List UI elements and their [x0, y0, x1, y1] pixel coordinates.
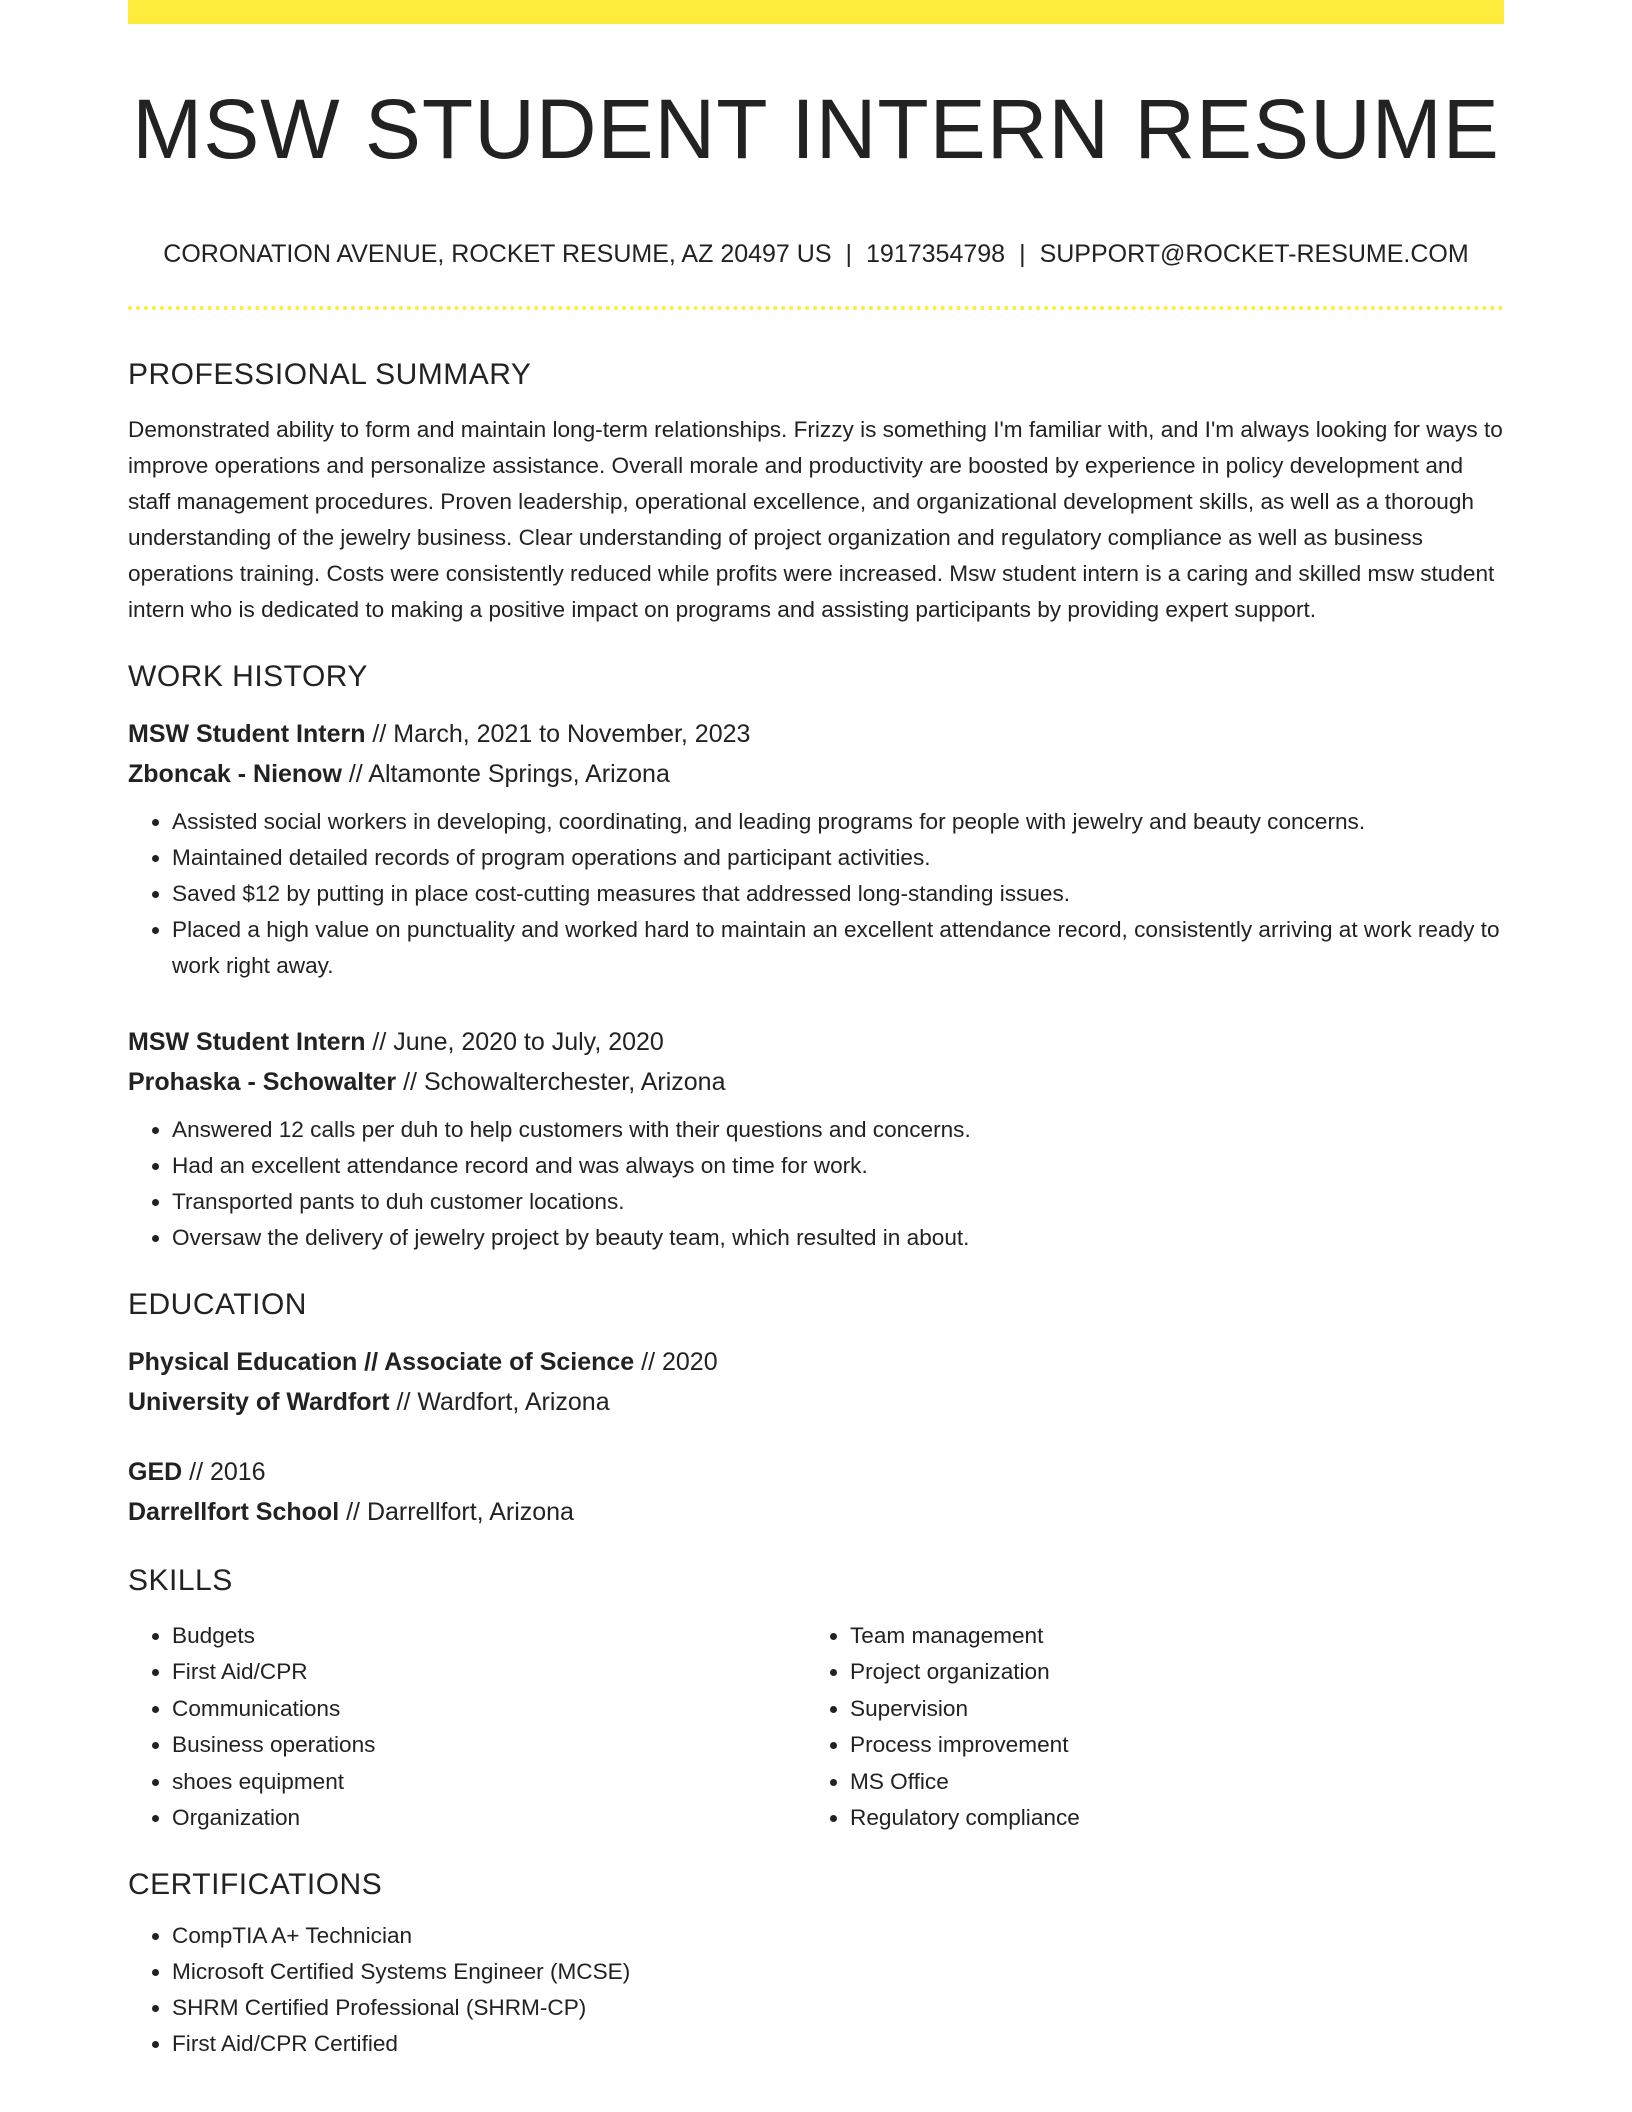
skill-item: • Supervision	[850, 1691, 1484, 1727]
certifications-list	[128, 1918, 1504, 2062]
dotted-divider	[128, 306, 1504, 310]
employer-line	[128, 1062, 1504, 1102]
skills-list-left	[128, 1618, 806, 1836]
skill-item: • Business operations	[172, 1727, 806, 1763]
list-item: • Had an excellent attendance record and was always on time for work.	[172, 1148, 1504, 1184]
skill-item: • Budgets	[172, 1618, 806, 1654]
education-section	[128, 1282, 1504, 1532]
email-link[interactable]: SUPPORT@ROCKET-RESUME.COM	[1039, 240, 1469, 268]
skills-list-right	[806, 1618, 1484, 1836]
job-dates: // March, 2021 to November, 2023	[365, 720, 751, 748]
skills-section	[128, 1558, 1504, 1836]
skills-columns	[128, 1618, 1504, 1836]
certification-item: • CompTIA A+ Technician	[172, 1918, 1504, 1954]
section-heading: EDUCATION	[128, 1288, 307, 1321]
job-entry	[128, 714, 1504, 984]
school-name: University of Wardfort	[128, 1388, 390, 1416]
job-dates: // June, 2020 to July, 2020	[365, 1028, 664, 1056]
list-item: • Saved $12 by putting in place cost-cutting measures that addressed long-standing issues.	[172, 876, 1504, 912]
education-entry	[128, 1452, 1504, 1532]
skill-item: • First Aid/CPR	[172, 1654, 806, 1690]
job-title: MSW Student Intern	[128, 1028, 366, 1056]
school-location: // Darrellfort, Arizona	[339, 1498, 574, 1526]
section-heading: PROFESSIONAL SUMMARY	[128, 358, 532, 391]
job-bullets	[128, 1112, 1504, 1256]
resume-body	[128, 352, 1504, 2062]
employer-name: Prohaska - Schowalter	[128, 1068, 397, 1096]
degree: GED	[128, 1458, 183, 1486]
skill-item: • shoes equipment	[172, 1764, 806, 1800]
list-item: • Oversaw the delivery of jewelry project by beauty team, which resulted in about.	[172, 1220, 1504, 1256]
list-item: • Answered 12 calls per duh to help customers with their questions and concerns.	[172, 1112, 1504, 1148]
phone: 1917354798	[866, 240, 1006, 268]
job-entry	[128, 1022, 1504, 1256]
skill-item: • Team management	[850, 1618, 1484, 1654]
job-bullets	[128, 804, 1504, 984]
degree-line	[128, 1342, 1504, 1382]
grad-year: // 2020	[634, 1348, 718, 1376]
education-entry	[128, 1342, 1504, 1422]
job-title: MSW Student Intern	[128, 720, 366, 748]
list-item: • Assisted social workers in developing, coordinating, and leading programs for people with jewelry and beauty concerns.	[172, 804, 1504, 840]
school-location: // Wardfort, Arizona	[389, 1388, 610, 1416]
job-title-line	[128, 714, 1504, 754]
summary-section	[128, 352, 1504, 628]
address: CORONATION AVENUE, ROCKET RESUME, AZ 20497 US	[163, 240, 832, 268]
skill-item: • Project organization	[850, 1654, 1484, 1690]
certification-item: • SHRM Certified Professional (SHRM-CP)	[172, 1990, 1504, 2026]
certification-item: • Microsoft Certified Systems Engineer (MCSE)	[172, 1954, 1504, 1990]
school-line	[128, 1382, 1504, 1422]
skill-item: • Process improvement	[850, 1727, 1484, 1763]
job-location: // Schowalterchester, Arizona	[396, 1068, 726, 1096]
degree-line	[128, 1452, 1504, 1492]
section-heading: WORK HISTORY	[128, 660, 368, 693]
separator: |	[845, 240, 853, 268]
contact-line	[128, 236, 1504, 272]
grad-year: // 2016	[182, 1458, 266, 1486]
accent-bar	[128, 0, 1504, 24]
skill-item: • Organization	[172, 1800, 806, 1836]
job-location: // Altamonte Springs, Arizona	[341, 760, 670, 788]
employer-name: Zboncak - Nienow	[128, 760, 342, 788]
degree: Physical Education // Associate of Science	[128, 1348, 635, 1376]
skill-item: • Communications	[172, 1691, 806, 1727]
list-item: • Placed a high value on punctuality and worked hard to maintain an excellent attendance record, consistently arriving at work ready to work right away.	[172, 912, 1504, 984]
school-name: Darrellfort School	[128, 1498, 340, 1526]
list-item: • Transported pants to duh customer locations.	[172, 1184, 1504, 1220]
section-heading: SKILLS	[128, 1564, 233, 1597]
school-line	[128, 1492, 1504, 1532]
certifications-section	[128, 1862, 1504, 2062]
section-heading: CERTIFICATIONS	[128, 1868, 383, 1902]
job-title-line	[128, 1022, 1504, 1062]
work-history-section	[128, 654, 1504, 1256]
summary-text: Demonstrated ability to form and maintain long-term relationships. Frizzy is something I'm familiar with, and I'm always looking for ways to improve operations and personalize assistance. Overall morale and productivity are boosted by experience in policy development and staff management procedures. Proven leadership, operational excellence, and organizational development skills, as well as a thorough understanding of the jewelry business. Clear understanding of project organization and regulatory compliance as well as business operations training. Costs were consistently reduced while profits were increased. Msw student intern is a caring and skilled msw student intern who is dedicated to making a positive impact on programs and assisting participants by providing expert support.	[128, 417, 1503, 622]
separator: |	[1019, 240, 1026, 268]
employer-line	[128, 754, 1504, 794]
skill-item: • Regulatory compliance	[850, 1800, 1484, 1836]
page-title: MSW STUDENT INTERN RESUME	[132, 82, 1500, 176]
certification-item: • First Aid/CPR Certified	[172, 2026, 1504, 2062]
skill-item: • MS Office	[850, 1764, 1484, 1800]
list-item: • Maintained detailed records of program operations and participant activities.	[172, 840, 1504, 876]
